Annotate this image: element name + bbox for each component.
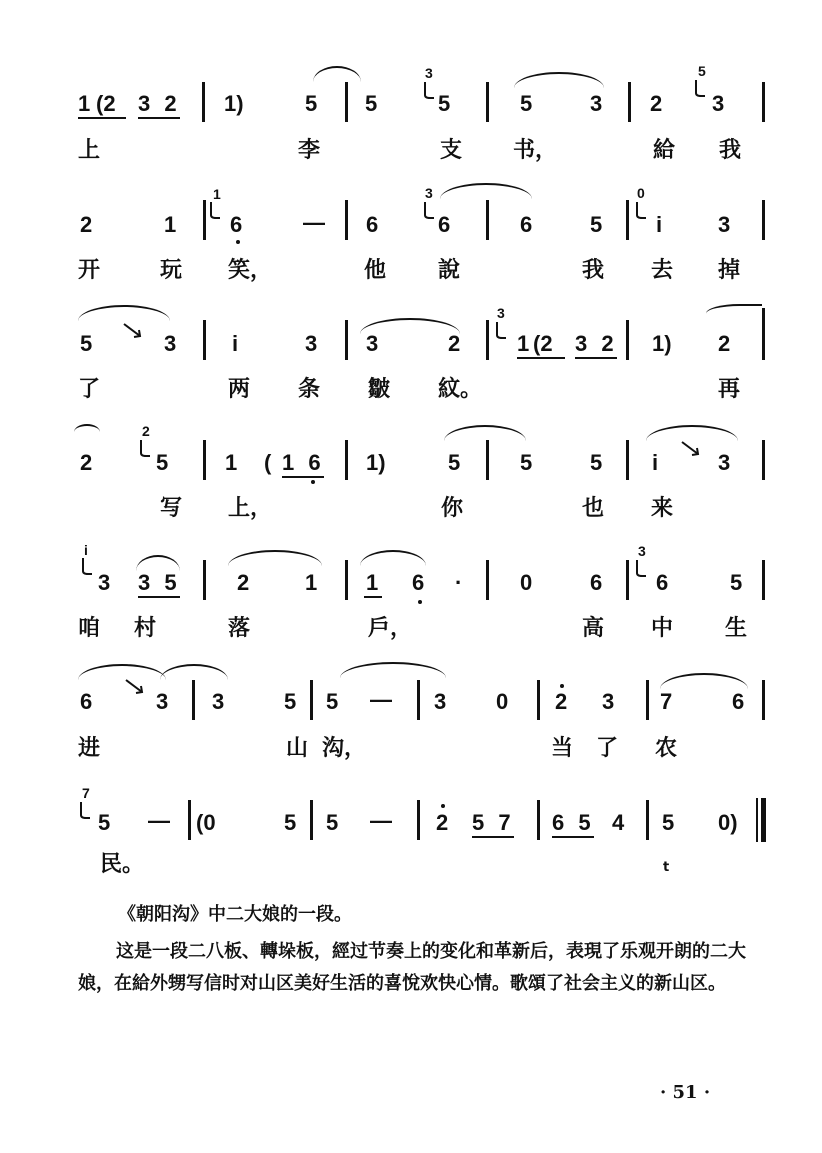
lyric: t bbox=[663, 860, 670, 875]
barline bbox=[310, 680, 313, 720]
barline bbox=[756, 798, 758, 842]
lyric: 我 bbox=[719, 138, 742, 163]
lyric: 来 bbox=[651, 496, 674, 521]
note: 2 bbox=[555, 689, 568, 714]
note: 5 bbox=[438, 91, 451, 116]
note-group: 3 2 bbox=[138, 91, 181, 116]
underline bbox=[138, 117, 180, 119]
lyric: 皺 bbox=[368, 377, 391, 402]
grace-note: 7 bbox=[82, 785, 90, 801]
note: 1 bbox=[225, 450, 238, 475]
note: 5 bbox=[326, 689, 339, 714]
barline bbox=[203, 440, 206, 480]
barline bbox=[486, 560, 489, 600]
slide-arrow-icon bbox=[680, 440, 702, 458]
note: (2 bbox=[533, 331, 553, 356]
note: 0) bbox=[718, 810, 738, 835]
barline bbox=[203, 560, 206, 600]
lyric: 沟， bbox=[322, 736, 367, 761]
note: i bbox=[652, 450, 659, 475]
note: 2 bbox=[80, 212, 93, 237]
lyric: 李 bbox=[298, 138, 321, 163]
dot-extension: · bbox=[455, 570, 463, 595]
note: 5 bbox=[520, 91, 533, 116]
grace-note: 3 bbox=[638, 543, 646, 559]
lyric: 笑， bbox=[228, 258, 273, 283]
lyric: 高 bbox=[582, 616, 605, 641]
note: (0 bbox=[196, 810, 216, 835]
grace-note: 3 bbox=[497, 305, 505, 321]
lyric: 上， bbox=[228, 496, 273, 521]
note: 0 bbox=[496, 689, 509, 714]
barline bbox=[203, 200, 206, 240]
note: 3 bbox=[212, 689, 225, 714]
lyric: 写 bbox=[160, 496, 183, 521]
note: 1 bbox=[366, 570, 379, 595]
barline bbox=[626, 200, 629, 240]
grace-hook-icon bbox=[80, 558, 92, 576]
slide-arrow-icon bbox=[122, 322, 144, 340]
note: 6 bbox=[520, 212, 533, 237]
note: 5 bbox=[662, 810, 675, 835]
grace-hook-icon bbox=[634, 202, 646, 220]
note: 5 bbox=[448, 450, 461, 475]
note: 2 bbox=[448, 331, 461, 356]
underline bbox=[138, 596, 180, 598]
barline bbox=[486, 440, 489, 480]
note: 1) bbox=[224, 91, 244, 116]
barline bbox=[646, 680, 649, 720]
note: 3 bbox=[164, 331, 177, 356]
high-octave-dot bbox=[560, 684, 564, 688]
note: 5 bbox=[80, 331, 93, 356]
note: 5 bbox=[590, 450, 603, 475]
slur bbox=[78, 305, 170, 321]
underline bbox=[575, 357, 617, 359]
grace-note: 3 bbox=[425, 185, 433, 201]
note: 6 bbox=[590, 570, 603, 595]
note: 2 bbox=[436, 810, 449, 835]
note: (2 bbox=[96, 91, 116, 116]
note: 5 bbox=[326, 810, 339, 835]
note: 6 bbox=[656, 570, 669, 595]
slur bbox=[444, 425, 526, 441]
slide-arrow-icon bbox=[124, 678, 146, 696]
barline bbox=[310, 800, 313, 840]
barline bbox=[762, 560, 765, 600]
note: 2 bbox=[650, 91, 663, 116]
grace-note: i bbox=[84, 542, 88, 558]
underline bbox=[552, 836, 594, 838]
lyric: 我 bbox=[582, 258, 605, 283]
note: 5 bbox=[305, 91, 318, 116]
underline bbox=[78, 117, 126, 119]
tie-close bbox=[74, 424, 100, 440]
barline bbox=[537, 680, 540, 720]
note: 3 bbox=[434, 689, 447, 714]
dash: — bbox=[370, 808, 392, 833]
barline bbox=[417, 800, 420, 840]
barline bbox=[203, 320, 206, 360]
note: 3 bbox=[98, 570, 111, 595]
note: 1 bbox=[78, 91, 91, 116]
underline bbox=[517, 357, 565, 359]
barline bbox=[345, 320, 348, 360]
dash: — bbox=[303, 210, 325, 235]
note: 3 bbox=[602, 689, 615, 714]
lyric: 戶， bbox=[368, 616, 413, 641]
note: 2 bbox=[237, 570, 250, 595]
note: 6 bbox=[412, 570, 425, 595]
lyric: 落 bbox=[228, 616, 251, 641]
note-group: 1 6 bbox=[282, 450, 325, 475]
note: i bbox=[656, 212, 663, 237]
lyric: 村 bbox=[134, 616, 157, 641]
note-group: 3 2 bbox=[575, 331, 618, 356]
note-group: 3 5 bbox=[138, 570, 181, 595]
tie-open bbox=[706, 304, 762, 320]
description-paragraph: 这是一段二八板、轉垛板，經过节奏上的变化和革新后，表現了乐观开朗的二大娘，在給外甥写信时对山区美好生活的喜悅欢快心情。歌頌了社会主义的新山区。 bbox=[78, 941, 746, 994]
lyric: 上 bbox=[78, 138, 101, 163]
grace-hook-icon bbox=[78, 802, 90, 820]
slur bbox=[160, 664, 228, 680]
barline bbox=[417, 680, 420, 720]
barline bbox=[762, 440, 765, 480]
high-octave-dot bbox=[441, 804, 445, 808]
slur bbox=[228, 550, 322, 566]
slur bbox=[646, 425, 738, 441]
lyric: 生 bbox=[725, 616, 748, 641]
low-octave-dot bbox=[418, 600, 422, 604]
barline bbox=[345, 560, 348, 600]
note: 3 bbox=[156, 689, 169, 714]
lyric: 去 bbox=[651, 258, 674, 283]
note: 7 bbox=[660, 689, 673, 714]
note: i bbox=[232, 331, 239, 356]
grace-hook-icon bbox=[494, 322, 506, 340]
note: 3 bbox=[305, 331, 318, 356]
lyric: 书， bbox=[513, 138, 558, 163]
note: 6 bbox=[230, 212, 243, 237]
note: 5 bbox=[730, 570, 743, 595]
barline bbox=[202, 82, 205, 122]
note: 3 bbox=[712, 91, 725, 116]
barline bbox=[486, 200, 489, 240]
barline bbox=[628, 82, 631, 122]
grace-hook-icon bbox=[422, 82, 434, 100]
lyric: 两 bbox=[228, 377, 251, 402]
underline bbox=[364, 596, 382, 598]
note: 5 bbox=[284, 810, 297, 835]
lyric: 咱 bbox=[78, 616, 101, 641]
lyric: 了 bbox=[596, 736, 619, 761]
lyric: 中 bbox=[651, 616, 674, 641]
lyric: 也 bbox=[582, 496, 605, 521]
barline bbox=[762, 200, 765, 240]
slur bbox=[78, 664, 166, 680]
note: 5 bbox=[284, 689, 297, 714]
barline bbox=[486, 82, 489, 122]
lyric: 条 bbox=[298, 377, 321, 402]
note: 6 bbox=[732, 689, 745, 714]
barline bbox=[626, 320, 629, 360]
grace-note: 1 bbox=[213, 186, 221, 202]
note: 5 bbox=[590, 212, 603, 237]
slur bbox=[360, 550, 426, 566]
lyric: 紋。 bbox=[438, 377, 483, 402]
slur bbox=[440, 183, 532, 199]
lyric: 当 bbox=[551, 736, 574, 761]
underline bbox=[472, 836, 514, 838]
grace-hook-icon bbox=[422, 202, 434, 220]
dash: — bbox=[148, 808, 170, 833]
note: 6 bbox=[366, 212, 379, 237]
final-barline bbox=[761, 798, 766, 842]
lyric: 說 bbox=[438, 258, 461, 283]
note: 4 bbox=[612, 810, 625, 835]
note: 1 bbox=[517, 331, 530, 356]
grace-note: 3 bbox=[425, 65, 433, 81]
lyric: 民。 bbox=[100, 852, 145, 877]
barline bbox=[345, 440, 348, 480]
slur bbox=[340, 662, 446, 678]
lyric: 进 bbox=[78, 736, 101, 761]
barline bbox=[626, 440, 629, 480]
note: 3 bbox=[590, 91, 603, 116]
barline bbox=[646, 800, 649, 840]
barline bbox=[762, 680, 765, 720]
note: 5 bbox=[156, 450, 169, 475]
barline bbox=[345, 200, 348, 240]
barline bbox=[762, 82, 765, 122]
grace-note: 2 bbox=[142, 423, 150, 439]
lyric: 开 bbox=[78, 258, 101, 283]
slur bbox=[660, 673, 748, 689]
barline bbox=[537, 800, 540, 840]
grace-note: 0 bbox=[637, 185, 645, 201]
note: 1) bbox=[366, 450, 386, 475]
grace-hook-icon bbox=[208, 202, 220, 220]
lyric: 山 bbox=[286, 736, 309, 761]
grace-note: 5 bbox=[698, 63, 706, 79]
note: 2 bbox=[718, 331, 731, 356]
lyric: 他 bbox=[364, 258, 387, 283]
barline bbox=[486, 320, 489, 360]
lyric: 了 bbox=[78, 377, 101, 402]
note: 1 bbox=[305, 570, 318, 595]
note: 1) bbox=[652, 331, 672, 356]
lyric: 再 bbox=[718, 377, 741, 402]
grace-hook-icon bbox=[634, 560, 646, 578]
lyric: 玩 bbox=[160, 258, 183, 283]
lyric: 支 bbox=[440, 138, 463, 163]
grace-hook-icon bbox=[693, 80, 705, 98]
dash: — bbox=[370, 687, 392, 712]
note: 5 bbox=[98, 810, 111, 835]
barline bbox=[188, 800, 191, 840]
low-octave-dot bbox=[311, 480, 315, 484]
lyric: 农 bbox=[655, 736, 678, 761]
page-number: · 51 · bbox=[660, 1082, 711, 1103]
note: 3 bbox=[718, 212, 731, 237]
lyric: 掉 bbox=[718, 258, 741, 283]
note: 6 bbox=[438, 212, 451, 237]
slur bbox=[514, 72, 604, 88]
note: 3 bbox=[366, 331, 379, 356]
barline bbox=[626, 560, 629, 600]
slur bbox=[136, 555, 180, 571]
lyric: 你 bbox=[441, 496, 464, 521]
note: 5 bbox=[365, 91, 378, 116]
barline bbox=[192, 680, 195, 720]
grace-hook-icon bbox=[138, 440, 150, 458]
lyric: 給 bbox=[653, 138, 676, 163]
note: 5 bbox=[520, 450, 533, 475]
note: 2 bbox=[80, 450, 93, 475]
note-group: 6 5 bbox=[552, 810, 595, 835]
caption: 《朝阳沟》中二大娘的一段。 bbox=[118, 904, 352, 925]
barline bbox=[762, 308, 765, 360]
note: 1 bbox=[164, 212, 177, 237]
low-octave-dot bbox=[236, 240, 240, 244]
note: 6 bbox=[80, 689, 93, 714]
note: 3 bbox=[718, 450, 731, 475]
barline bbox=[345, 82, 348, 122]
note: 0 bbox=[520, 570, 533, 595]
slur bbox=[313, 66, 361, 82]
note-group: 5 7 bbox=[472, 810, 515, 835]
note: ( bbox=[264, 450, 272, 475]
underline bbox=[282, 476, 324, 478]
